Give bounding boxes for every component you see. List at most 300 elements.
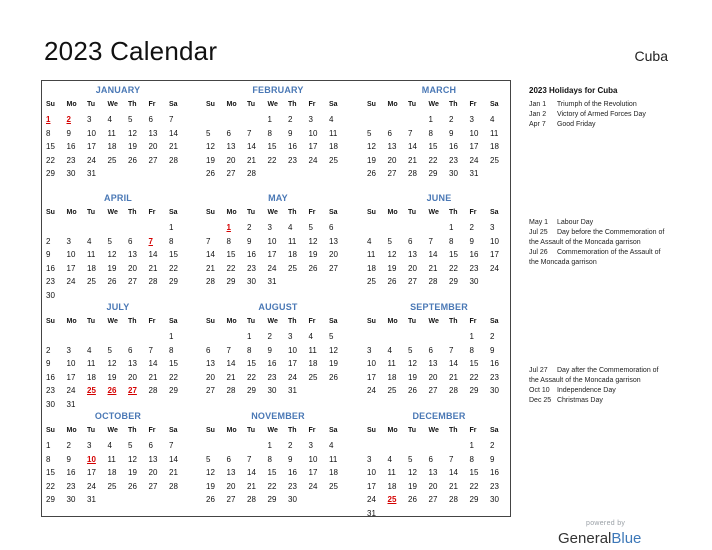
day-cell: 7 bbox=[247, 454, 252, 464]
day-cell: 31 bbox=[267, 277, 277, 287]
day-cell: 22 bbox=[267, 155, 277, 165]
day-cell: 17 bbox=[367, 481, 376, 491]
month-name: AUGUST bbox=[258, 302, 298, 312]
day-cell: 18 bbox=[329, 468, 338, 478]
weekday-label: Tu bbox=[408, 318, 417, 325]
day-cell: 28 bbox=[408, 169, 417, 179]
day-cell: 4 bbox=[329, 441, 334, 450]
day-cell: 1 bbox=[169, 332, 174, 341]
day-cell: 18 bbox=[87, 372, 96, 382]
day-cell: 3 bbox=[66, 236, 71, 246]
weekday-label: Mo bbox=[387, 101, 398, 108]
weekday-label: Sa bbox=[490, 318, 499, 325]
holiday-day-cell: 26 bbox=[107, 386, 117, 396]
day-cell: 6 bbox=[206, 345, 211, 355]
holiday-date: Jan 2 bbox=[529, 111, 547, 118]
day-cell: 12 bbox=[128, 128, 137, 138]
day-cell: 8 bbox=[267, 454, 272, 464]
day-cell: 7 bbox=[449, 454, 454, 464]
weekday-label: Mo bbox=[66, 101, 77, 108]
day-cell: 11 bbox=[87, 359, 96, 369]
day-cell: 8 bbox=[267, 128, 272, 138]
month-february bbox=[206, 85, 350, 190]
day-cell: 7 bbox=[247, 128, 252, 138]
weekday-label: Tu bbox=[87, 427, 96, 434]
day-cell: 4 bbox=[367, 236, 372, 246]
weekday-label: Su bbox=[367, 101, 376, 108]
day-cell: 12 bbox=[107, 250, 117, 260]
day-cell: 7 bbox=[449, 345, 454, 355]
day-cell: 23 bbox=[490, 481, 499, 491]
day-cell: 15 bbox=[247, 359, 256, 369]
day-cell: 25 bbox=[107, 481, 117, 491]
holiday-day-cell: 25 bbox=[87, 386, 96, 396]
country-label: Cuba bbox=[634, 48, 668, 64]
day-cell: 19 bbox=[128, 142, 137, 152]
day-cell: 29 bbox=[267, 495, 277, 505]
day-cell: 21 bbox=[148, 263, 158, 273]
day-cell: 26 bbox=[308, 263, 318, 273]
day-cell: 26 bbox=[367, 169, 376, 179]
day-cell: 1 bbox=[469, 332, 474, 341]
day-cell: 12 bbox=[408, 359, 417, 369]
day-cell: 23 bbox=[288, 155, 297, 165]
day-cell: 22 bbox=[247, 372, 256, 382]
day-cell: 30 bbox=[46, 400, 55, 409]
day-cell: 20 bbox=[329, 250, 338, 260]
day-cell: 16 bbox=[490, 468, 499, 478]
day-cell: 30 bbox=[490, 495, 499, 505]
day-cell: 14 bbox=[408, 142, 417, 152]
month-name: JUNE bbox=[426, 193, 452, 203]
day-cell: 21 bbox=[169, 468, 178, 478]
day-cell: 15 bbox=[267, 468, 277, 478]
day-cell: 18 bbox=[387, 481, 397, 491]
day-cell: 27 bbox=[128, 277, 137, 287]
day-cell: 5 bbox=[107, 236, 112, 246]
day-cell: 24 bbox=[87, 481, 96, 491]
day-cell: 4 bbox=[308, 332, 313, 341]
day-cell: 3 bbox=[66, 345, 71, 355]
day-cell: 5 bbox=[387, 236, 392, 246]
day-cell: 1 bbox=[469, 441, 474, 450]
holiday-date: Jan 1 bbox=[529, 101, 547, 108]
day-cell: 28 bbox=[428, 277, 438, 287]
day-cell: 27 bbox=[428, 495, 438, 505]
day-cell: 2 bbox=[46, 345, 51, 355]
day-cell: 16 bbox=[46, 263, 55, 273]
holiday-item bbox=[529, 100, 669, 110]
weekday-label: Th bbox=[128, 101, 137, 108]
weekday-label: Mo bbox=[66, 209, 77, 216]
day-cell: 16 bbox=[267, 359, 277, 369]
weekday-label: Sa bbox=[329, 101, 338, 108]
day-cell: 27 bbox=[226, 495, 236, 505]
day-cell: 1 bbox=[267, 441, 272, 450]
day-cell: 11 bbox=[329, 454, 338, 464]
day-cell: 23 bbox=[449, 155, 458, 165]
holiday-item bbox=[529, 248, 669, 268]
day-cell: 31 bbox=[367, 509, 376, 518]
day-cell: 26 bbox=[206, 495, 215, 505]
day-cell: 25 bbox=[329, 481, 338, 491]
day-cell: 19 bbox=[206, 155, 215, 165]
holiday-item bbox=[529, 366, 669, 386]
day-cell: 30 bbox=[66, 169, 76, 179]
day-cell: 18 bbox=[367, 263, 376, 273]
weekday-label: Mo bbox=[226, 209, 237, 216]
day-cell: 14 bbox=[148, 359, 158, 369]
day-cell: 22 bbox=[469, 372, 479, 382]
day-cell: 27 bbox=[206, 386, 215, 396]
day-cell: 17 bbox=[367, 372, 376, 382]
day-cell: 18 bbox=[329, 142, 338, 152]
day-cell: 13 bbox=[148, 128, 158, 138]
day-cell: 11 bbox=[308, 345, 317, 355]
holiday-name: Victory of Armed Forces Day bbox=[556, 111, 646, 118]
day-cell: 17 bbox=[66, 372, 76, 382]
holiday-name: Commemoration of the Assault of the Moncada garrison bbox=[529, 249, 661, 266]
weekday-label: Tu bbox=[408, 101, 417, 108]
day-cell: 5 bbox=[206, 128, 211, 138]
day-cell: 14 bbox=[247, 142, 256, 152]
day-cell: 23 bbox=[469, 263, 479, 273]
day-cell: 29 bbox=[247, 386, 256, 396]
day-cell: 9 bbox=[469, 236, 474, 246]
day-cell: 4 bbox=[387, 345, 392, 355]
day-cell: 2 bbox=[288, 115, 293, 124]
day-cell: 9 bbox=[66, 128, 71, 138]
day-cell: 29 bbox=[46, 495, 55, 505]
day-cell: 6 bbox=[428, 454, 433, 464]
day-cell: 13 bbox=[206, 359, 215, 369]
day-cell: 16 bbox=[490, 359, 499, 369]
weekday-label: We bbox=[428, 101, 439, 108]
day-cell: 7 bbox=[206, 236, 211, 246]
holiday-date: Jul 26 bbox=[529, 249, 548, 256]
holiday-day-cell: 1 bbox=[46, 115, 51, 124]
month-name: MARCH bbox=[421, 85, 457, 95]
day-cell: 29 bbox=[46, 169, 55, 179]
day-cell: 14 bbox=[169, 454, 178, 464]
day-cell: 24 bbox=[87, 155, 96, 165]
day-cell: 31 bbox=[469, 169, 479, 179]
day-cell: 19 bbox=[408, 481, 417, 491]
day-cell: 29 bbox=[469, 495, 479, 505]
day-cell: 5 bbox=[367, 128, 372, 138]
day-cell: 21 bbox=[247, 481, 256, 491]
day-cell: 16 bbox=[449, 142, 458, 152]
day-cell: 3 bbox=[490, 223, 495, 232]
day-cell: 11 bbox=[107, 128, 116, 138]
day-cell: 10 bbox=[490, 236, 499, 246]
day-cell: 11 bbox=[329, 128, 338, 138]
day-cell: 5 bbox=[128, 441, 133, 450]
holiday-name: Day before the Commemoration of the Assault of the Moncada garrison bbox=[529, 229, 665, 246]
day-cell: 30 bbox=[46, 291, 55, 300]
day-cell: 24 bbox=[308, 481, 318, 491]
day-cell: 14 bbox=[247, 468, 256, 478]
holiday-date: Apr 7 bbox=[529, 121, 546, 128]
day-cell: 7 bbox=[169, 441, 174, 450]
weekday-label: We bbox=[428, 209, 439, 216]
weekday-label: Sa bbox=[490, 427, 499, 434]
holiday-day-cell: 2 bbox=[66, 115, 71, 124]
day-cell: 15 bbox=[449, 250, 458, 260]
day-cell: 13 bbox=[387, 142, 397, 152]
weekday-label: Sa bbox=[329, 209, 338, 216]
holiday-item bbox=[529, 218, 669, 228]
day-cell: 11 bbox=[387, 468, 396, 478]
day-cell: 30 bbox=[288, 495, 297, 505]
day-cell: 9 bbox=[288, 454, 293, 464]
day-cell: 13 bbox=[428, 359, 438, 369]
weekday-label: We bbox=[267, 427, 278, 434]
day-cell: 7 bbox=[226, 345, 231, 355]
holiday-name: Day after the Commemoration of the Assault of the Moncada garrison bbox=[529, 367, 659, 384]
day-cell: 20 bbox=[387, 155, 397, 165]
day-cell: 8 bbox=[469, 345, 474, 355]
weekday-label: Fr bbox=[308, 318, 316, 325]
day-cell: 26 bbox=[387, 277, 397, 287]
weekday-label: Tu bbox=[247, 427, 256, 434]
day-cell: 30 bbox=[247, 277, 256, 287]
day-cell: 26 bbox=[329, 372, 338, 382]
day-cell: 6 bbox=[148, 115, 153, 124]
day-cell: 9 bbox=[288, 128, 293, 138]
day-cell: 15 bbox=[428, 142, 438, 152]
day-cell: 24 bbox=[288, 372, 297, 382]
day-cell: 21 bbox=[428, 263, 438, 273]
weekday-label: We bbox=[267, 101, 278, 108]
day-cell: 8 bbox=[46, 128, 51, 138]
weekday-header bbox=[206, 318, 350, 330]
day-cell: 16 bbox=[66, 142, 76, 152]
weekday-header bbox=[367, 427, 511, 439]
weekday-label: Th bbox=[128, 318, 137, 325]
day-cell: 2 bbox=[288, 441, 293, 450]
holiday-day-cell: 7 bbox=[148, 236, 153, 246]
day-cell: 22 bbox=[226, 263, 236, 273]
weekday-label: Fr bbox=[469, 318, 477, 325]
day-cell: 8 bbox=[469, 454, 474, 464]
day-cell: 29 bbox=[449, 277, 458, 287]
holiday-item bbox=[529, 396, 669, 406]
month-october bbox=[46, 411, 190, 516]
day-cell: 20 bbox=[128, 372, 137, 382]
day-cell: 28 bbox=[449, 386, 458, 396]
day-cell: 12 bbox=[408, 468, 417, 478]
day-cell: 3 bbox=[367, 454, 372, 464]
day-cell: 11 bbox=[387, 359, 396, 369]
day-cell: 12 bbox=[107, 359, 117, 369]
day-cell: 10 bbox=[469, 128, 479, 138]
day-cell: 9 bbox=[490, 345, 495, 355]
day-cell: 14 bbox=[428, 250, 438, 260]
weekday-label: Tu bbox=[247, 209, 256, 216]
weekday-label: Sa bbox=[490, 209, 499, 216]
weekday-label: Tu bbox=[408, 427, 417, 434]
day-cell: 14 bbox=[206, 250, 215, 260]
weekday-label: Sa bbox=[169, 318, 178, 325]
day-cell: 8 bbox=[428, 128, 433, 138]
holiday-group bbox=[529, 218, 669, 268]
day-cell: 3 bbox=[87, 115, 92, 124]
weekday-label: Su bbox=[206, 318, 215, 325]
holiday-item bbox=[529, 120, 669, 130]
day-cell: 5 bbox=[308, 223, 313, 232]
day-cell: 7 bbox=[428, 236, 433, 246]
day-cell: 15 bbox=[46, 468, 55, 478]
day-cell: 24 bbox=[66, 386, 76, 396]
month-name: APRIL bbox=[104, 193, 132, 203]
day-cell: 12 bbox=[387, 250, 397, 260]
month-september bbox=[367, 302, 511, 407]
day-cell: 21 bbox=[206, 263, 215, 273]
month-march bbox=[367, 85, 511, 190]
weekday-header bbox=[206, 209, 350, 221]
day-cell: 6 bbox=[329, 223, 334, 232]
day-cell: 20 bbox=[226, 155, 236, 165]
day-cell: 23 bbox=[66, 481, 76, 491]
month-name: OCTOBER bbox=[94, 411, 142, 421]
day-cell: 28 bbox=[148, 386, 158, 396]
day-cell: 15 bbox=[169, 250, 178, 260]
day-cell: 23 bbox=[288, 481, 297, 491]
day-cell: 20 bbox=[148, 468, 158, 478]
holiday-day-cell: 1 bbox=[226, 223, 231, 232]
day-cell: 17 bbox=[87, 142, 96, 152]
weekday-label: Th bbox=[288, 427, 297, 434]
weekday-label: Mo bbox=[387, 318, 398, 325]
holiday-item bbox=[529, 228, 669, 248]
day-cell: 25 bbox=[329, 155, 338, 165]
day-cell: 6 bbox=[128, 236, 133, 246]
day-cell: 7 bbox=[148, 345, 153, 355]
day-cell: 9 bbox=[267, 345, 272, 355]
brand-blue: Blue bbox=[611, 530, 642, 547]
holiday-name: Independence Day bbox=[556, 387, 616, 394]
weekday-label: Su bbox=[46, 318, 55, 325]
day-cell: 19 bbox=[329, 359, 338, 369]
month-may bbox=[206, 193, 350, 298]
day-cell: 2 bbox=[490, 441, 495, 450]
holiday-name: Labour Day bbox=[556, 219, 594, 226]
weekday-label: Fr bbox=[308, 427, 316, 434]
day-cell: 27 bbox=[428, 386, 438, 396]
month-name: MAY bbox=[268, 193, 288, 203]
brand-logo[interactable] bbox=[558, 530, 641, 547]
weekday-label: Sa bbox=[169, 101, 178, 108]
weekday-header bbox=[46, 209, 190, 221]
day-cell: 17 bbox=[66, 263, 76, 273]
weekday-label: Mo bbox=[66, 427, 77, 434]
weekday-header bbox=[367, 101, 511, 113]
weekday-label: Fr bbox=[469, 101, 477, 108]
weekday-label: Su bbox=[206, 209, 215, 216]
powered-by-text: powered by bbox=[586, 520, 626, 527]
day-cell: 8 bbox=[169, 236, 174, 246]
holiday-date: Jul 25 bbox=[529, 229, 548, 236]
day-cell: 23 bbox=[490, 372, 499, 382]
holiday-date: Oct 10 bbox=[529, 387, 550, 394]
day-cell: 23 bbox=[267, 372, 277, 382]
day-cell: 29 bbox=[169, 277, 178, 287]
holiday-date: May 1 bbox=[529, 219, 549, 226]
day-cell: 24 bbox=[66, 277, 76, 287]
day-cell: 20 bbox=[408, 263, 417, 273]
month-december bbox=[367, 411, 511, 516]
weekday-label: Mo bbox=[226, 318, 237, 325]
day-cell: 16 bbox=[469, 250, 479, 260]
day-cell: 12 bbox=[367, 142, 376, 152]
day-cell: 20 bbox=[428, 372, 438, 382]
month-name: SEPTEMBER bbox=[410, 302, 468, 312]
day-cell: 28 bbox=[206, 277, 215, 287]
day-cell: 4 bbox=[329, 115, 334, 124]
day-cell: 10 bbox=[87, 128, 96, 138]
day-cell: 28 bbox=[449, 495, 458, 505]
weekday-label: Su bbox=[46, 209, 55, 216]
weekday-header bbox=[206, 427, 350, 439]
day-cell: 9 bbox=[490, 454, 495, 464]
month-name: JULY bbox=[106, 302, 130, 312]
day-cell: 25 bbox=[87, 277, 96, 287]
day-cell: 17 bbox=[267, 250, 277, 260]
day-cell: 4 bbox=[87, 236, 92, 246]
day-cell: 26 bbox=[128, 155, 137, 165]
weekday-label: Tu bbox=[87, 209, 96, 216]
weekday-label: We bbox=[107, 318, 118, 325]
day-cell: 15 bbox=[46, 142, 55, 152]
weekday-label: Fr bbox=[148, 209, 156, 216]
day-cell: 25 bbox=[107, 155, 117, 165]
day-cell: 2 bbox=[490, 332, 495, 341]
weekday-label: Sa bbox=[329, 427, 338, 434]
day-cell: 19 bbox=[107, 372, 117, 382]
day-cell: 13 bbox=[408, 250, 417, 260]
holiday-name: Christmas Day bbox=[556, 397, 603, 404]
day-cell: 19 bbox=[408, 372, 417, 382]
day-cell: 24 bbox=[469, 155, 479, 165]
day-cell: 28 bbox=[169, 155, 178, 165]
day-cell: 13 bbox=[428, 468, 438, 478]
day-cell: 28 bbox=[226, 386, 236, 396]
day-cell: 29 bbox=[469, 386, 479, 396]
day-cell: 1 bbox=[267, 115, 272, 124]
day-cell: 16 bbox=[66, 468, 76, 478]
weekday-label: Fr bbox=[308, 209, 316, 216]
weekday-header bbox=[367, 318, 511, 330]
day-cell: 17 bbox=[490, 250, 499, 260]
day-cell: 1 bbox=[428, 115, 433, 124]
weekday-label: Tu bbox=[87, 318, 96, 325]
weekday-label: Su bbox=[367, 427, 376, 434]
day-cell: 6 bbox=[408, 236, 413, 246]
day-cell: 10 bbox=[66, 250, 76, 260]
holiday-date: Jul 27 bbox=[529, 367, 548, 374]
day-cell: 13 bbox=[226, 142, 236, 152]
day-cell: 13 bbox=[148, 454, 158, 464]
day-cell: 8 bbox=[46, 454, 51, 464]
day-cell: 2 bbox=[66, 441, 71, 450]
day-cell: 21 bbox=[148, 372, 158, 382]
day-cell: 13 bbox=[226, 468, 236, 478]
day-cell: 7 bbox=[169, 115, 174, 124]
day-cell: 16 bbox=[288, 142, 297, 152]
day-cell: 25 bbox=[308, 372, 318, 382]
page-title: 2023 Calendar bbox=[44, 36, 218, 66]
